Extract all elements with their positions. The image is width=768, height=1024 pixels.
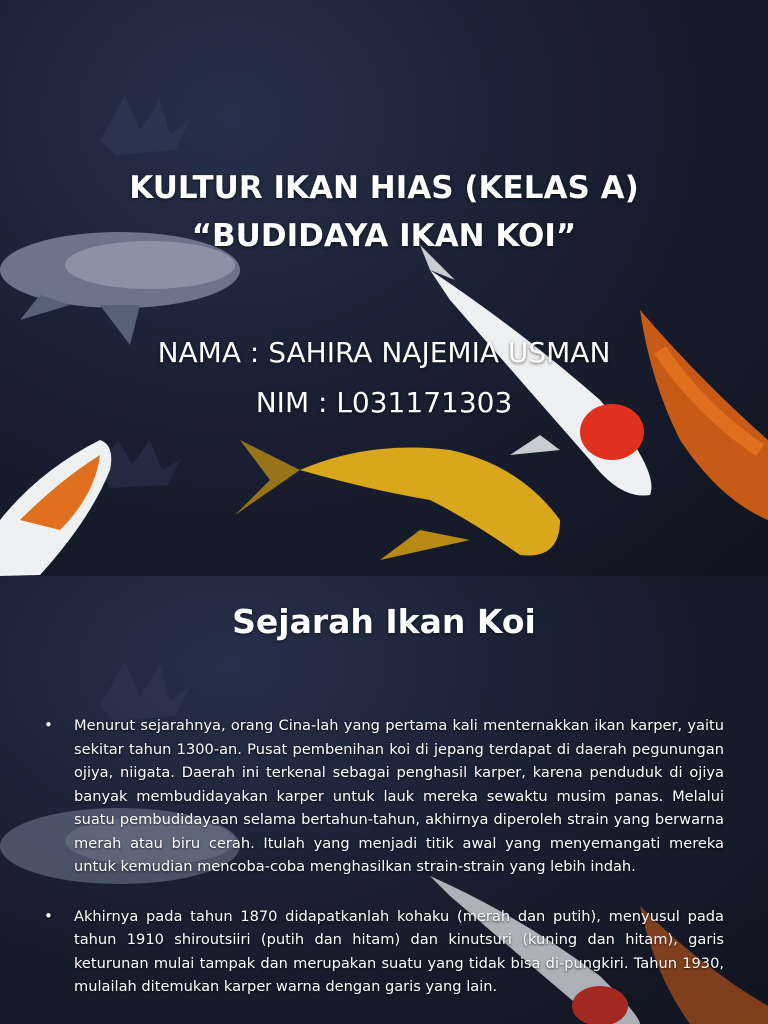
student-name: NAMA : SAHIRA NAJEMIA USMAN <box>157 336 611 369</box>
bullet-list <box>44 714 724 1024</box>
bullet-text: Menurut sejarahnya, orang Cina-lah yang pertama kali menternakkan ikan karper, yaitu sekitar tahun 1300-an. Pusat pembenihan koi di jepang terdapat di daerah pegunungan ojiya, niigata. Daerah ini terkenal sebagai penghasil karper, karena penduduk di ojiya banyak membudidayakan karper untuk lauk mereka sewaktu musim panas. Melalui suatu pembudidayaan selama bertahun-tahun, akhirnya diperoleh strain yang berwarna merah atau biru cerah. Itulah yang menjadi titik awal yang menyemangati mereka untuk kemudian mencoba-coba menghasilkan strain-strain yang lebih indah. <box>74 717 724 875</box>
list-item <box>44 905 724 999</box>
section-heading: Sejarah Ikan Koi <box>232 602 536 641</box>
water-lily-image <box>100 661 190 721</box>
bullet-icon: • <box>44 716 53 734</box>
history-slide <box>0 576 768 1024</box>
orange-white-koi-fish-image <box>0 440 111 576</box>
yellow-koi-fish-image <box>235 440 560 560</box>
presentation-title: KULTUR IKAN HIAS (KELAS A) <box>129 170 639 206</box>
bullet-text: Akhirnya pada tahun 1870 didapatkanlah kohaku (merah dan putih), menyusul pada tahun 1910 shiroutsiiri (putih dan hitam) dan kinutsuri (kuning dan hitam), garis keturunan mulai tampak dan merupakan suatu yang tidak bisa di-pungkiri. Tahun 1930, mulailah ditemukan karper warna dengan garis yang lain. <box>74 907 724 995</box>
bullet-icon: • <box>44 906 53 925</box>
list-item <box>44 714 724 879</box>
student-nim: NIM : L031171303 <box>255 386 513 419</box>
presentation-subtitle: “BUDIDAYA IKAN KOI” <box>191 218 577 254</box>
